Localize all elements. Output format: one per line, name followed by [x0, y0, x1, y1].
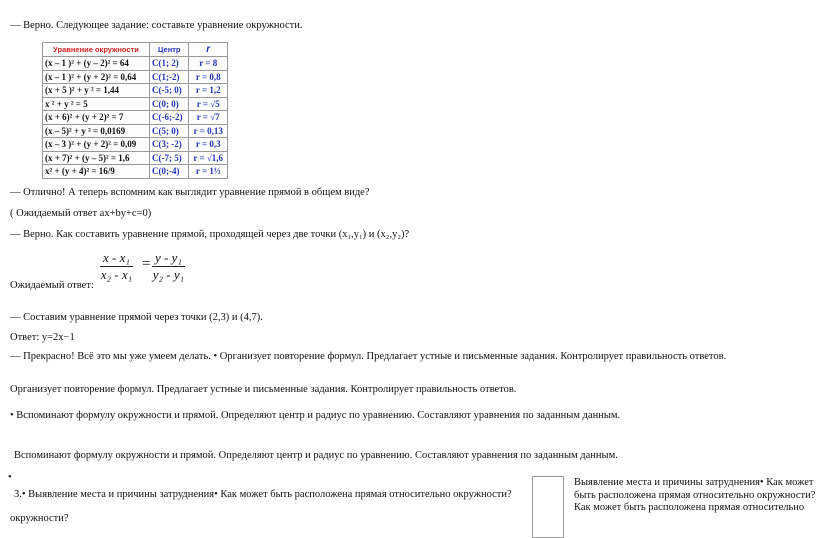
radius-cell: r = 0,8 — [189, 70, 228, 84]
equation-cell: (x – 1 )² + (y + 2)² = 0,64 — [43, 70, 150, 84]
paragraph: Ответ: y=2x−1 — [10, 332, 75, 343]
circle-equations-table — [42, 42, 228, 179]
paragraph: Организует повторение формул. Предлагает устные и письменные задания. Контролирует правильность ответов. — [10, 384, 517, 395]
paragraph: окружности? — [10, 513, 69, 524]
center-cell: C(1;-2) — [150, 70, 189, 84]
radius-cell: r = 0,3 — [189, 138, 228, 152]
paragraph: — Отлично! А теперь вспомним как выглядит уравнение прямой в общем виде? — [10, 187, 370, 198]
center-cell: C(3; -2) — [150, 138, 189, 152]
paragraph: 3.• Выявление места и причины затруднения• Как может быть расположена прямая относительно окружности? — [14, 489, 512, 500]
paragraph: — Составим уравнение прямой через точки (2,3) и (4,7). — [10, 312, 263, 323]
table-row — [43, 111, 228, 125]
radius-cell: r — [189, 43, 228, 57]
intro-text: — Верно. Следующее задание: составьте уравнение окружности. — [10, 20, 303, 31]
center-cell: Центр — [150, 43, 189, 57]
radius-cell: r = √7 — [189, 111, 228, 125]
center-cell: C(-5; 0) — [150, 84, 189, 98]
side-line: Выявление места и причины затруднения• Как может — [574, 477, 814, 488]
paragraph: — Прекрасно! Всё это мы уже умеем делать. • Организует повторение формул. Предлагает устные и письменные задания. Контролирует правильность ответов. — [10, 351, 727, 362]
equation-cell: (x – 5)² + y ² = 0,0169 — [43, 124, 150, 138]
center-cell: C(0; 0) — [150, 97, 189, 111]
denominator: y₂ - y₁ — [152, 267, 185, 282]
table-row — [43, 151, 228, 165]
center-cell: C(-7; 5) — [150, 151, 189, 165]
table-row — [43, 70, 228, 84]
table-row — [43, 165, 228, 179]
radius-cell: r = 0,13 — [189, 124, 228, 138]
center-cell: C(0;-4) — [150, 165, 189, 179]
equation-cell: (x – 1 )² + (y – 2)² = 64 — [43, 57, 150, 71]
denominator: x₂ - x₁ — [100, 267, 133, 282]
table-row — [43, 124, 228, 138]
table-row — [43, 138, 228, 152]
table-header — [43, 43, 228, 57]
equation-cell: (x + 5 )² + y ² = 1,44 — [43, 84, 150, 98]
table-row — [43, 57, 228, 71]
radius-cell: r = √1,6 — [189, 151, 228, 165]
equation-cell: (x + 6)² + (y + 2)² = 7 — [43, 111, 150, 125]
side-line: быть расположена прямая относительно окружности? — [574, 489, 816, 501]
radius-cell: r = 1,2 — [189, 84, 228, 98]
center-cell: C(1; 2) — [150, 57, 189, 71]
formula-equals: = — [142, 256, 151, 272]
formula-left — [100, 250, 133, 283]
bullet: • — [8, 472, 12, 483]
paragraph: — Верно. Как составить уравнение прямой, проходящей через две точки (x₁,y₁) и (x₂,y₂)? — [10, 229, 410, 240]
formula-right — [152, 250, 185, 283]
equation-cell: Уравнение окружности — [43, 43, 150, 57]
radius-cell: r = 1⅓ — [189, 165, 228, 179]
table-row — [43, 97, 228, 111]
radius-cell: r = √5 — [189, 97, 228, 111]
table-row — [43, 84, 228, 98]
table-cell-box — [532, 476, 564, 538]
paragraph: Ожидаемый ответ: — [10, 280, 94, 291]
center-cell: C(-6;-2) — [150, 111, 189, 125]
paragraph: ( Ожидаемый ответ ax+by+c=0) — [10, 208, 152, 219]
center-cell: C(5; 0) — [150, 124, 189, 138]
equation-cell: x ² + y ² = 5 — [43, 97, 150, 111]
equation-cell: (x + 7)² + (y – 5)² = 1,6 — [43, 151, 150, 165]
radius-cell: r = 8 — [189, 57, 228, 71]
numerator: x - x₁ — [100, 250, 133, 267]
paragraph: • Вспоминают формулу окружности и прямой. Определяют центр и радиус по уравнению. Составляют уравнения по заданным данным. — [10, 410, 621, 421]
numerator: y - y₁ — [152, 250, 185, 267]
equation-cell: (x – 3 )² + (y + 2)² = 0,09 — [43, 138, 150, 152]
side-line: Как может быть расположена прямая относительно — [574, 502, 805, 513]
equation-cell: x² + (y + 4)² = 16/9 — [43, 165, 150, 179]
side-column — [574, 477, 815, 515]
paragraph: Вспоминают формулу окружности и прямой. Определяют центр и радиус по уравнению. Составляют уравнения по заданным данным. — [14, 450, 618, 461]
